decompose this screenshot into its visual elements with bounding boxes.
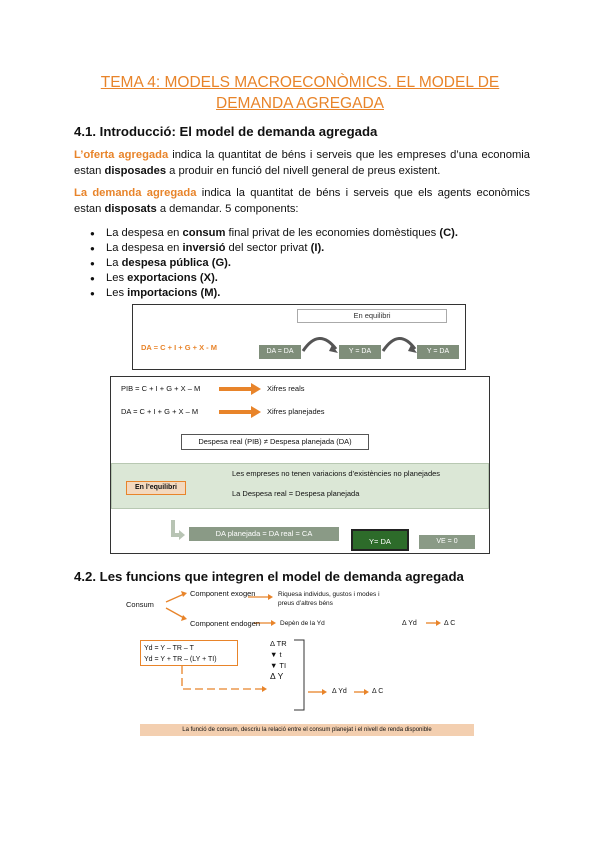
box-y-da-2: Y = DA	[417, 345, 459, 359]
list-tr: Δ TR	[270, 639, 287, 648]
list-t: ▼ t	[270, 650, 282, 659]
pib-formula: PIB = C + I + G + X – M	[121, 384, 201, 393]
list-item: ● La despesa pública (G).	[92, 256, 458, 271]
list-ti: ▼ TI	[270, 661, 287, 670]
box-y-da-1: Y = DA	[339, 345, 381, 359]
box-da-da: DA = DA	[259, 345, 301, 359]
list-item: ● Les importacions (M).	[92, 286, 458, 301]
list-item: ● Les exportacions (X).	[92, 271, 458, 286]
consum-caption: La funció de consum, descriu la relació entre el consum planejat i el nivell de renda disponible	[140, 724, 474, 736]
term-oferta: L’oferta agregada	[74, 149, 169, 161]
delta-list	[270, 638, 287, 682]
depen-yd: Depèn de la Yd	[280, 620, 325, 627]
figure-consum	[126, 588, 486, 744]
curved-arrows	[133, 305, 467, 371]
page-title: TEMA 4: MODELS MACROECONÒMICS. EL MODEL DE DEMANDA AGREGADA	[100, 74, 500, 112]
text: indica la quantitat de béns i serveis que les empreses d’una economia estan	[74, 149, 530, 177]
bold-text: disposades	[104, 164, 167, 177]
equilibri-label: En l’equilibri	[126, 481, 186, 495]
figure-equilibri	[132, 304, 466, 370]
eq-text-despesa: La Despesa real = Despesa planejada	[232, 489, 360, 498]
inequality-box: Despesa real (PIB) ≠ Despesa planejada (DA)	[181, 434, 369, 450]
xifres-planejades: Xifres planejades	[267, 407, 325, 416]
delta-c: Δ C	[444, 620, 456, 627]
formula-da: DA = C + I + G + X - M	[141, 343, 217, 352]
text: a demandar. 5 components:	[156, 202, 299, 215]
y-da-box: Y= DA	[351, 529, 409, 551]
eq-text-existencies: Les empreses no tenen variacions d’existències no planejades	[232, 469, 441, 478]
text: indica la quantitat de béns i serveis que els agents econòmics estan	[74, 187, 530, 215]
paragraph-oferta	[74, 148, 530, 179]
term-demanda: La demanda agregada	[74, 187, 197, 199]
list-item: ● La despesa en consum final privat de les economies domèstiques (C).	[92, 226, 458, 241]
figure-despesa	[110, 376, 490, 554]
components-list	[92, 226, 458, 301]
da-formula: DA = C + I + G + X – M	[121, 407, 199, 416]
yd-equations	[140, 640, 238, 666]
equilibri-panel	[111, 463, 489, 509]
riquesa-text: Riquesa individus, gustos i modes i preus d’altres béns	[278, 591, 380, 607]
eq1: Yd = Y – TR – T	[144, 645, 194, 652]
section-heading-funcions: 4.2. Les funcions que integren el model de demanda agregada	[74, 569, 464, 584]
ve-box: VE = 0	[419, 535, 475, 549]
component-exogen: Component exogen	[190, 589, 256, 598]
consum-label: Consum	[126, 600, 154, 609]
paragraph-demanda	[74, 186, 530, 217]
list-y: Δ Y	[270, 671, 284, 681]
component-endogen: Component endogen	[190, 619, 261, 628]
text: a produir en funció del nivell general de preus existent.	[166, 164, 441, 177]
xifres-reals: Xifres reals	[267, 384, 305, 393]
bottom-box-da: DA planejada = DA real = CA	[189, 527, 339, 541]
list-item: ● La despesa en inversió del sector privat (I).	[92, 241, 458, 256]
section-heading-intro: 4.1. Introducció: El model de demanda agregada	[74, 124, 378, 139]
eq2: Yd = Y + TR – (LY + TI)	[144, 656, 217, 663]
result-c: Δ C	[372, 688, 384, 695]
figure3-arrows	[126, 588, 486, 744]
equilibri-header: En equilibri	[297, 309, 447, 323]
delta-yd: Δ Yd	[402, 620, 417, 627]
result-yd: Δ Yd	[332, 688, 347, 695]
bold-text: disposats	[104, 202, 157, 215]
